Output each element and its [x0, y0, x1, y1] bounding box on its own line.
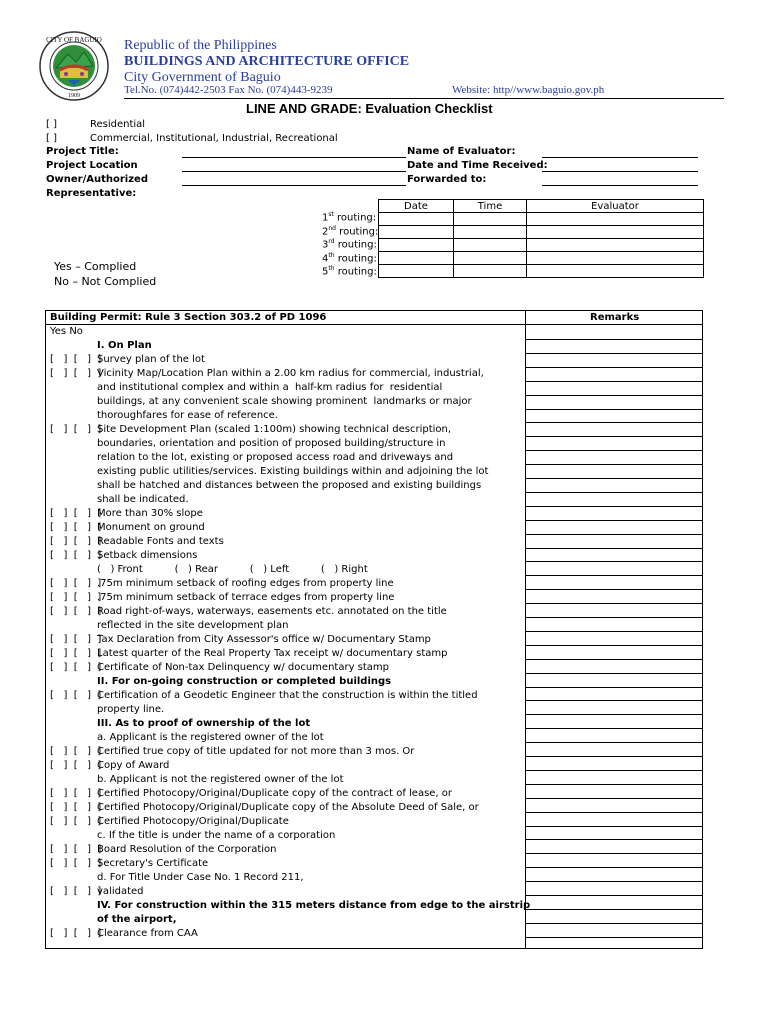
checklist-item-text: Certified Photocopy/Original/Duplicate copy of the Absolute Deed of Sale, or — [97, 802, 479, 813]
remarks-field[interactable] — [526, 534, 703, 535]
checklist-item-text: Certified Photocopy/Original/Duplicate copy of the contract of lease, or — [97, 788, 453, 799]
routing-row-label — [322, 225, 378, 237]
checklist-item — [50, 353, 205, 367]
routing-cell[interactable] — [379, 213, 454, 226]
owner-field[interactable] — [182, 185, 406, 186]
checklist-item — [50, 815, 289, 829]
date-received-label: Date and Time Received: — [407, 160, 548, 171]
checklist-item-text: boundaries, orientation and position of proposed building/structure in — [97, 438, 446, 449]
routing-number: 1 — [322, 212, 329, 224]
checklist-header: Building Permit: Rule 3 Section 303.2 of PD 1096 — [50, 312, 327, 323]
remarks-field[interactable] — [526, 339, 703, 340]
checklist-item — [50, 437, 446, 451]
checklist-item — [50, 577, 394, 591]
checklist-item — [50, 773, 344, 787]
checklist-item-text: buildings, at any convenient scale showing prominent landmarks or major — [97, 396, 472, 407]
checklist-item-text: IV. For construction within the 315 meters distance from edge to the airstrip — [97, 900, 531, 911]
remarks-field[interactable] — [526, 659, 703, 660]
checklist-item — [50, 451, 453, 465]
remarks-field[interactable] — [526, 923, 703, 924]
yes-no-checkbox[interactable]: [ ] [ ] ] — [50, 746, 102, 757]
remarks-field[interactable] — [526, 395, 703, 396]
checklist-item-text: c. If the title is under the name of a corporation — [97, 830, 336, 841]
header-city-gov: City Government of Baguio — [124, 70, 281, 85]
header-contact: Tel.No. (074)442-2503 Fax No. (074)443-9239 — [124, 84, 333, 96]
routing-cell[interactable] — [527, 239, 704, 252]
checklist-item-text: Monument on ground — [97, 522, 205, 533]
checklist-item — [50, 367, 484, 381]
checklist-item — [50, 423, 451, 437]
checklist-item — [50, 661, 389, 675]
checklist-item-text: Latest quarter of the Real Property Tax receipt w/ documentary stamp — [97, 648, 448, 659]
routing-cell[interactable] — [379, 252, 454, 265]
remarks-field[interactable] — [526, 436, 703, 437]
project-location-label: Project Location — [46, 160, 138, 171]
checklist-item — [50, 913, 177, 927]
remarks-field[interactable] — [526, 353, 703, 354]
yes-no-checkbox[interactable]: [ ] [ ] ] — [50, 886, 102, 897]
yes-no-checkbox[interactable]: [ ] [ ] ] — [50, 578, 102, 589]
forwarded-label: Forwarded to: — [407, 174, 487, 185]
routing-cell[interactable] — [527, 226, 704, 239]
yes-no-checkbox[interactable]: [ ] [ ] ] — [50, 760, 102, 771]
routing-cell[interactable] — [454, 213, 527, 226]
checklist-item-text: I. On Plan — [97, 340, 152, 351]
checklist-item-text: Certification of a Geodetic Engineer that the construction is within the titled — [97, 690, 478, 701]
forwarded-field[interactable] — [542, 185, 698, 186]
routing-cell[interactable] — [379, 226, 454, 239]
project-title-label: Project Title: — [46, 146, 119, 157]
yes-no-checkbox[interactable]: [ ] [ ] ] — [50, 816, 102, 827]
city-of-baguio-seal — [38, 30, 110, 102]
legend-no: No – Not Complied — [54, 275, 157, 288]
routing-ordinal: rd — [328, 238, 335, 245]
remarks-field[interactable] — [526, 520, 703, 521]
remarks-field[interactable] — [526, 603, 703, 604]
routing-suffix: routing: — [334, 252, 377, 264]
checklist-item — [50, 381, 442, 395]
yes-no-checkbox[interactable]: [ ] [ ] ] — [50, 928, 102, 939]
yes-no-checkbox[interactable]: [ ] [ ] ] — [50, 858, 102, 869]
yes-no-checkbox[interactable]: [ ] [ ] ] — [50, 592, 102, 603]
checklist-item-text: Board Resolution of the Corporation — [97, 844, 277, 855]
checklist-item-text: thoroughfares for ease of reference. — [97, 410, 278, 421]
remarks-field[interactable] — [526, 881, 703, 882]
yes-no-header: Yes No — [50, 326, 83, 337]
routing-row-label — [322, 252, 377, 264]
checklist-item — [50, 745, 414, 759]
remarks-field[interactable] — [526, 409, 703, 410]
remarks-field[interactable] — [526, 714, 703, 715]
routing-ordinal: st — [328, 211, 334, 218]
checklist-item-text: Road right-of-ways, waterways, easements etc. annotated on the title — [97, 606, 447, 617]
remarks-field[interactable] — [526, 506, 703, 507]
remarks-field[interactable] — [526, 450, 703, 451]
yes-no-checkbox[interactable]: [ ] [ ] ] — [50, 788, 102, 799]
checklist-item-text: of the airport, — [97, 914, 177, 925]
remarks-header: Remarks — [590, 312, 640, 323]
routing-cell[interactable] — [454, 239, 527, 252]
remarks-field[interactable] — [526, 770, 703, 771]
checklist-item — [50, 675, 391, 689]
remarks-field[interactable] — [526, 617, 703, 618]
routing-cell[interactable] — [379, 265, 454, 278]
checklist-item — [50, 465, 488, 479]
routing-number: 2 — [322, 225, 329, 237]
owner-label: Owner/Authorized — [46, 174, 148, 185]
checklist-item-text: More than 30% slope — [97, 508, 203, 519]
checklist-item — [50, 801, 479, 815]
remarks-field[interactable] — [526, 492, 703, 493]
routing-number: 5 — [322, 266, 329, 278]
checklist-item — [50, 899, 530, 913]
checklist-item-text: Tax Declaration from City Assessor's office w/ Documentary Stamp — [97, 634, 431, 645]
checklist-item — [50, 857, 208, 871]
checklist-item-text: .75m minimum setback of terrace edges from property line — [97, 592, 395, 603]
checklist-item — [50, 535, 224, 549]
checklist-item — [50, 787, 452, 801]
checklist-item — [50, 605, 447, 619]
project-title-field[interactable] — [182, 157, 406, 158]
checklist-item — [50, 885, 144, 899]
checklist-item-text: b. Applicant is not the registered owner of the lot — [97, 774, 344, 785]
yes-no-checkbox[interactable]: [ ] [ ] ] — [50, 648, 102, 659]
checklist-item-text: property line. — [97, 704, 165, 715]
routing-suffix: routing: — [336, 225, 379, 237]
checklist-item — [50, 647, 447, 661]
routing-number: 4 — [322, 252, 329, 264]
checklist-item — [50, 339, 152, 353]
remarks-field[interactable] — [526, 937, 703, 938]
remarks-field[interactable] — [526, 895, 703, 896]
remarks-field[interactable] — [526, 784, 703, 785]
seal-top-text: CITY OF BAGUIO — [46, 36, 102, 44]
yes-no-checkbox[interactable]: [ ] [ ] ] — [50, 522, 102, 533]
remarks-field[interactable] — [526, 756, 703, 757]
checklist-item — [50, 619, 288, 633]
remarks-field[interactable] — [526, 422, 703, 423]
checklist-item-text: and institutional complex and within a half-km radius for residential — [97, 382, 443, 393]
routing-suffix: routing: — [334, 239, 377, 251]
yes-no-checkbox[interactable]: [ ] [ ] ] — [50, 844, 102, 855]
checklist-item-text: d. For Title Under Case No. 1 Record 211, — [97, 872, 304, 883]
remarks-field[interactable] — [526, 367, 703, 368]
checklist-item — [50, 829, 335, 843]
routing-cell[interactable] — [379, 239, 454, 252]
evaluator-label: Name of Evaluator: — [407, 146, 516, 157]
checklist-item-text: Setback dimensions — [97, 550, 198, 561]
remarks-field[interactable] — [526, 728, 703, 729]
category-commercial-label: Commercial, Institutional, Industrial, Recreational — [90, 133, 338, 144]
checklist-item — [50, 479, 481, 493]
remarks-field[interactable] — [526, 853, 703, 854]
routing-row-label — [322, 238, 377, 250]
checklist-item-text: Certificate of Non-tax Delinquency w/ documentary stamp — [97, 662, 390, 673]
routing-number: 3 — [322, 239, 329, 251]
routing-cell[interactable] — [527, 213, 704, 226]
routing-suffix: routing: — [333, 212, 377, 224]
yes-no-checkbox[interactable]: [ ] [ ] ] — [50, 550, 102, 561]
routing-suffix: routing: — [334, 266, 377, 278]
routing-row-label — [322, 265, 377, 277]
checklist-item — [50, 507, 203, 521]
header-office: BUILDINGS AND ARCHITECTURE OFFICE — [124, 54, 410, 69]
checklist-item-text: shall be hatched and distances between the proposed and existing buildings — [97, 480, 482, 491]
yes-no-checkbox[interactable]: [ ] [ ] ] — [50, 368, 102, 379]
checklist-item-text: Secretary's Certificate — [97, 858, 209, 869]
checklist-item — [50, 563, 368, 577]
remarks-field[interactable] — [526, 687, 703, 688]
checklist-item-text: a. Applicant is the registered owner of the lot — [97, 732, 324, 743]
remarks-field[interactable] — [526, 700, 703, 701]
checklist-item — [50, 759, 169, 773]
remarks-field[interactable] — [526, 798, 703, 799]
checklist-item-text: validated — [97, 886, 144, 897]
checklist-item-text: existing public utilities/services. Existing buildings within and adjoining the lot — [97, 466, 489, 477]
category-residential-label: Residential — [90, 119, 146, 130]
evaluator-field[interactable] — [542, 157, 698, 158]
category-commercial-box[interactable]: [ ] — [46, 133, 57, 144]
checklist-item-text: reflected in the site development plan — [97, 620, 289, 631]
remarks-field[interactable] — [526, 673, 703, 674]
checklist-item — [50, 689, 478, 703]
checklist-item-text: ( ) Front ( ) Rear ( ) Left ( ) Right — [97, 564, 368, 575]
routing-cell[interactable] — [454, 226, 527, 239]
routing-ordinal: th — [328, 251, 335, 259]
checklist-item-text: Clearance from CAA — [97, 928, 198, 939]
remarks-field[interactable] — [526, 812, 703, 813]
checklist-item-text: Survey plan of the lot — [97, 354, 205, 365]
checklist-item-text: Copy of Award — [97, 760, 170, 771]
routing-cell[interactable] — [454, 252, 527, 265]
checklist-item-text: II. For on-going construction or completed buildings — [97, 676, 392, 687]
yes-no-checkbox[interactable]: [ ] [ ] ] — [50, 802, 102, 813]
checklist-item-text: shall be indicated. — [97, 494, 189, 505]
remarks-field[interactable] — [526, 631, 703, 632]
seal-year-text: 1909 — [68, 93, 80, 99]
routing-table — [378, 199, 704, 278]
header-website: Website: http//www.baguio.gov.ph — [452, 84, 605, 96]
checklist-item-text: Certified Photocopy/Original/Duplicate — [97, 816, 289, 827]
routing-cell[interactable] — [527, 252, 704, 265]
remarks-field[interactable] — [526, 839, 703, 840]
remarks-field[interactable] — [526, 575, 703, 576]
checklist-item — [50, 731, 324, 745]
remarks-field[interactable] — [526, 589, 703, 590]
checklist-item-text: .75m minimum setback of roofing edges from property line — [97, 578, 394, 589]
project-location-field[interactable] — [182, 171, 406, 172]
header-rule — [124, 98, 724, 99]
checklist-item — [50, 843, 276, 857]
routing-ordinal: th — [328, 265, 335, 272]
yes-no-checkbox[interactable]: [ ] [ ] ] — [50, 536, 102, 547]
routing-header-time: Time — [454, 200, 527, 213]
remarks-field[interactable] — [526, 867, 703, 868]
routing-header-evaluator: Evaluator — [527, 200, 704, 213]
remarks-field[interactable] — [526, 561, 703, 562]
remarks-field[interactable] — [526, 742, 703, 743]
yes-no-checkbox[interactable]: [ ] [ ] ] — [50, 354, 102, 365]
routing-cell[interactable] — [527, 265, 704, 278]
checklist-item-text: III. As to proof of ownership of the lot — [97, 718, 311, 729]
checklist-item-text: relation to the lot, existing or proposed access road and driveways and — [97, 452, 454, 463]
yes-no-checkbox[interactable]: [ ] [ ] ] — [50, 424, 102, 435]
yes-no-checkbox[interactable]: [ ] [ ] ] — [50, 508, 102, 519]
checklist-item — [50, 409, 278, 423]
checklist-item-text: Certified true copy of title updated for not more than 3 mos. Or — [97, 746, 415, 757]
checklist-item-text: Vicinity Map/Location Plan within a 2.00 km radius for commercial, industrial, — [97, 368, 484, 379]
yes-no-checkbox[interactable]: [ ] [ ] ] — [50, 634, 102, 645]
checklist-item — [50, 871, 304, 885]
routing-ordinal: nd — [328, 224, 336, 232]
checklist-item — [50, 591, 394, 605]
checklist-item — [50, 633, 431, 647]
remarks-field[interactable] — [526, 826, 703, 827]
remarks-field[interactable] — [526, 909, 703, 910]
checklist-item — [50, 493, 189, 507]
remarks-field[interactable] — [526, 645, 703, 646]
legend-yes: Yes – Complied — [54, 260, 137, 273]
yes-no-checkbox[interactable]: [ ] [ ] ] — [50, 662, 102, 673]
checklist-item-text: Readable Fonts and texts — [97, 536, 224, 547]
remarks-field[interactable] — [526, 464, 703, 465]
checklist-item-text: Site Development Plan (scaled 1:100m) showing technical description, — [97, 424, 452, 435]
representative-label: Representative: — [46, 188, 137, 199]
remarks-field[interactable] — [526, 381, 703, 382]
header-republic: Republic of the Philippines — [124, 38, 277, 53]
category-residential-box[interactable]: [ ] — [46, 119, 57, 130]
routing-cell[interactable] — [454, 265, 527, 278]
remarks-field[interactable] — [526, 548, 703, 549]
yes-no-checkbox[interactable]: [ ] [ ] ] — [50, 606, 102, 617]
checklist-item — [50, 927, 198, 941]
remarks-field[interactable] — [526, 478, 703, 479]
checklist-header-rule — [45, 324, 703, 325]
checklist-item — [50, 521, 205, 535]
routing-header-date: Date — [379, 200, 454, 213]
date-received-field[interactable] — [542, 171, 698, 172]
checklist-item — [50, 395, 472, 409]
checklist-item — [50, 717, 310, 731]
checklist-item — [50, 703, 164, 717]
routing-row-label — [322, 211, 376, 223]
page-title: LINE AND GRADE: Evaluation Checklist — [246, 101, 493, 116]
checklist-item — [50, 549, 197, 563]
yes-no-checkbox[interactable]: [ ] [ ] ] — [50, 690, 102, 701]
